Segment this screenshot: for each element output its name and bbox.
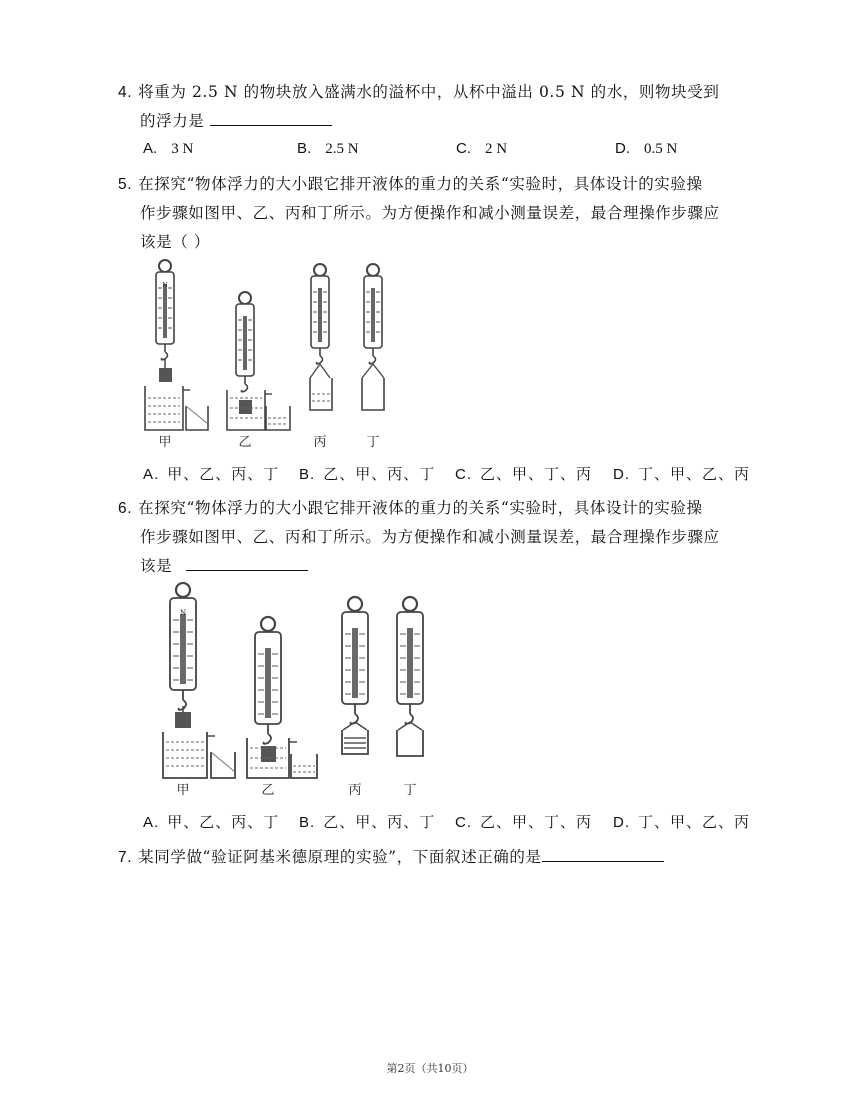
q5-fig-label-ding: 丁: [366, 435, 380, 450]
q4-option-c[interactable]: C. 2 N: [456, 140, 508, 157]
q6-option-a[interactable]: A. 甲、乙、丙、丁: [143, 813, 280, 831]
q4-option-a[interactable]: A. 3 N: [143, 140, 194, 157]
q4-number: 4.: [118, 84, 133, 101]
q6-fig-label-ding: 丁: [403, 783, 417, 798]
q5-options: [143, 463, 750, 484]
q5-fig-label-jia: 甲: [158, 435, 172, 450]
q5-stem-line2: 作步骤如图甲、乙、丙和丁所示。为方便操作和减小测量误差，最合理操作步骤应: [140, 204, 720, 222]
q7-answer-blank[interactable]: [542, 847, 664, 862]
q6-fig-label-bing: 丙: [348, 783, 362, 798]
q6-number: 6.: [118, 500, 133, 517]
q6-stem-line3: 该是: [140, 554, 308, 576]
q5-stem-line1: 5. 在探究“物体浮力的大小跟它排开液体的重力的关系“实验时，具体设计的实验操: [118, 175, 703, 193]
q6-stem-line2: 作步骤如图甲、乙、丙和丁所示。为方便操作和减小测量误差，最合理操作步骤应: [140, 528, 720, 546]
scale-n-label: N: [162, 282, 168, 289]
q6-stem-line1: 6. 在探究“物体浮力的大小跟它排开液体的重力的关系“实验时，具体设计的实验操: [118, 499, 703, 517]
q6-fig-label-yi: 乙: [261, 783, 275, 798]
q4-answer-blank[interactable]: [210, 111, 332, 126]
page-footer: 第2页（共10页）: [386, 1062, 474, 1075]
q5-option-b[interactable]: B. 乙、甲、丙、丁: [299, 465, 436, 483]
q6-options: [143, 811, 750, 832]
q5-number: 5.: [118, 176, 133, 193]
q4-stem-line2: 的浮力是: [140, 109, 332, 131]
q6-figure: [155, 582, 445, 800]
q4-stem-line1: 4. 将重为 2.5 N 的物块放入盛满水的溢杯中，从杯中溢出 0.5 N 的水，则物块受到: [118, 83, 720, 101]
q6-answer-blank[interactable]: [186, 556, 308, 571]
q5-figure: [140, 258, 410, 453]
scale-n-label-2: N: [179, 609, 187, 617]
q5-option-d[interactable]: D. 丁、甲、乙、丙: [613, 465, 751, 483]
q7-stem-line1: 7. 某同学做“验证阿基米德原理的实验”，下面叙述正确的是: [118, 845, 664, 867]
q5-fig-label-bing: 丙: [313, 435, 327, 450]
q4-option-d[interactable]: D. 0.5 N: [615, 140, 678, 157]
q5-option-c[interactable]: C. 乙、甲、丁、丙: [455, 465, 593, 483]
q5-stem-line3: 该是（ ）: [140, 233, 210, 251]
q6-fig-label-jia: 甲: [176, 783, 190, 798]
q6-option-d[interactable]: D. 丁、甲、乙、丙: [613, 813, 751, 831]
q7-number: 7.: [118, 849, 133, 866]
q4-option-b[interactable]: B. 2.5 N: [297, 140, 359, 157]
q5-option-a[interactable]: A. 甲、乙、丙、丁: [143, 465, 280, 483]
q6-option-b[interactable]: B. 乙、甲、丙、丁: [299, 813, 436, 831]
q5-fig-label-yi: 乙: [238, 435, 252, 450]
q6-option-c[interactable]: C. 乙、甲、丁、丙: [455, 813, 593, 831]
